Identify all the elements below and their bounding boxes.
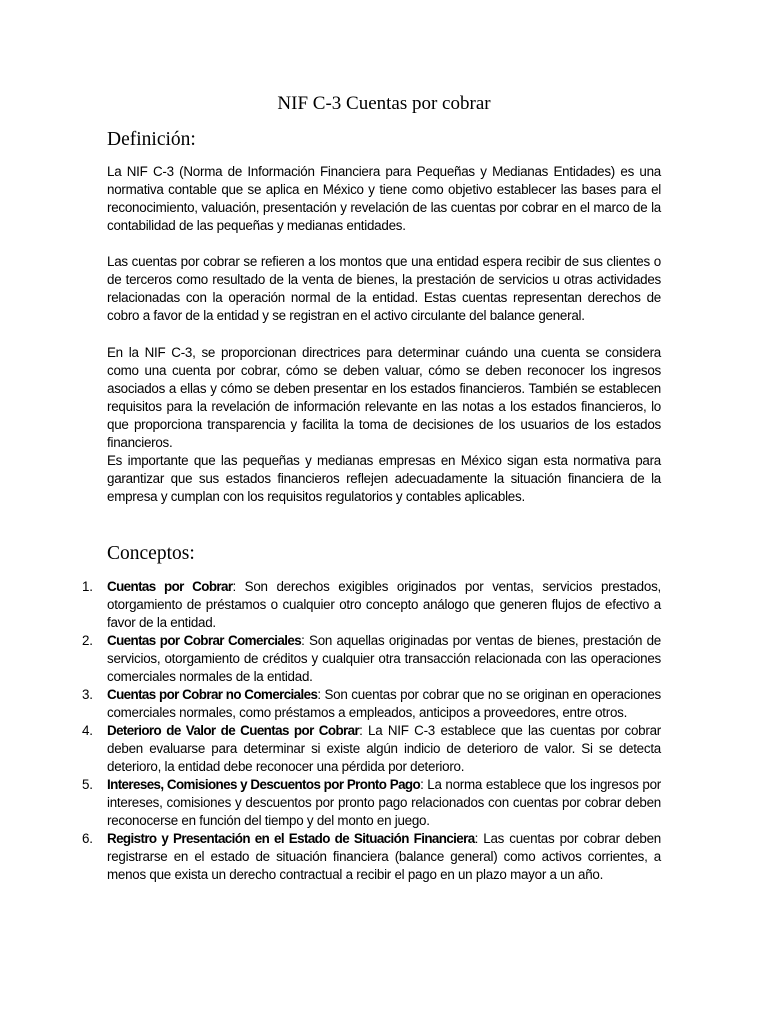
concept-term: Registro y Presentación en el Estado de Situación Financiera <box>107 831 475 846</box>
concepts-list <box>82 578 662 884</box>
list-item-number: 4. <box>82 723 93 738</box>
page-title: NIF C-3 Cuentas por cobrar <box>277 93 491 114</box>
concept-description: : La NIF C-3 establece que las cuentas por cobrar deben evaluarse para determinar si existe algún indicio de deterioro de valor. Si se detecta deterioro, la entidad debe reconocer una pérdida por deterioro. <box>107 723 661 774</box>
list-item <box>82 578 661 632</box>
list-item <box>82 776 661 830</box>
list-item <box>82 632 661 686</box>
list-item <box>82 722 661 776</box>
concept-description: : La norma establece que los ingresos por intereses, comisiones y descuentos por pronto pago relacionados con cuentas por cobrar deben reconocerse en función del tiempo y del monto en juego. <box>107 777 661 828</box>
list-item-number: 1. <box>82 579 93 594</box>
concept-description: : Son derechos exigibles originados por ventas, servicios prestados, otorgamiento de préstamos o cualquier otro concepto análogo que generen flujos de efectivo a favor de la entidad. <box>107 579 661 630</box>
concept-term: Deterioro de Valor de Cuentas por Cobrar <box>107 723 360 738</box>
concept-description: : Las cuentas por cobrar deben registrarse en el estado de situación financiera (balance general) como activos corrientes, a menos que exista un derecho contractual a recibir el pago en un plazo mayor a un año. <box>107 831 662 882</box>
definition-paragraph-3: En la NIF C-3, se proporcionan directrices para determinar cuándo una cuenta se considera como una cuenta por cobrar, cómo se deben valuar, cómo se deben reconocer los ingresos asociados a ellas y cómo se deben presentar en los estados financieros. También se establecen requisitos para la revelación de información relevante en las notas a los estados financieros, lo que proporciona transparencia y facilita la toma de decisiones de los usuarios de los estados financieros. <box>107 345 661 450</box>
definition-paragraph-4: Es importante que las pequeñas y medianas empresas en México sigan esta normativa para garantizar que sus estados financieros reflejen adecuadamente la situación financiera de la empresa y cumplan con los requisitos regulatorios y contables aplicables. <box>107 453 661 504</box>
concept-term: Intereses, Comisiones y Descuentos por Pronto Pago <box>107 777 421 792</box>
concept-term: Cuentas por Cobrar no Comerciales <box>107 687 318 702</box>
concept-term: Cuentas por Cobrar <box>107 579 233 594</box>
concepts-heading: Conceptos: <box>107 543 195 564</box>
definition-paragraph-1: La NIF C-3 (Norma de Información Financiera para Pequeñas y Medianas Entidades) es una normativa contable que se aplica en México y tiene como objetivo establecer las bases para el reconocimiento, valuación, presentación y revelación de las cuentas por cobrar en el marco de la contabilidad de las pequeñas y medianas entidades. <box>107 164 661 233</box>
list-item-number: 5. <box>82 777 93 792</box>
list-item-number: 2. <box>82 633 93 648</box>
definition-paragraph-2: Las cuentas por cobrar se refieren a los montos que una entidad espera recibir de sus clientes o de terceros como resultado de la venta de bienes, la prestación de servicios u otras actividades relacionadas con la operación normal de la entidad. Estas cuentas representan derechos de cobro a favor de la entidad y se registran en el activo circulante del balance general. <box>107 254 661 323</box>
concept-term: Cuentas por Cobrar Comerciales <box>107 633 302 648</box>
concept-description: : Son cuentas por cobrar que no se originan en operaciones comerciales normales, como préstamos a empleados, anticipos a proveedores, entre otros. <box>107 687 661 720</box>
list-item <box>82 830 662 884</box>
list-item-number: 3. <box>82 687 93 702</box>
definition-heading: Definición: <box>107 129 196 150</box>
list-item <box>82 686 661 722</box>
list-item-number: 6. <box>82 831 93 846</box>
concept-description: : Son aquellas originadas por ventas de bienes, prestación de servicios, otorgamiento de créditos y cualquier otra transacción relacionada con las operaciones comerciales normales de la entidad. <box>107 633 661 684</box>
